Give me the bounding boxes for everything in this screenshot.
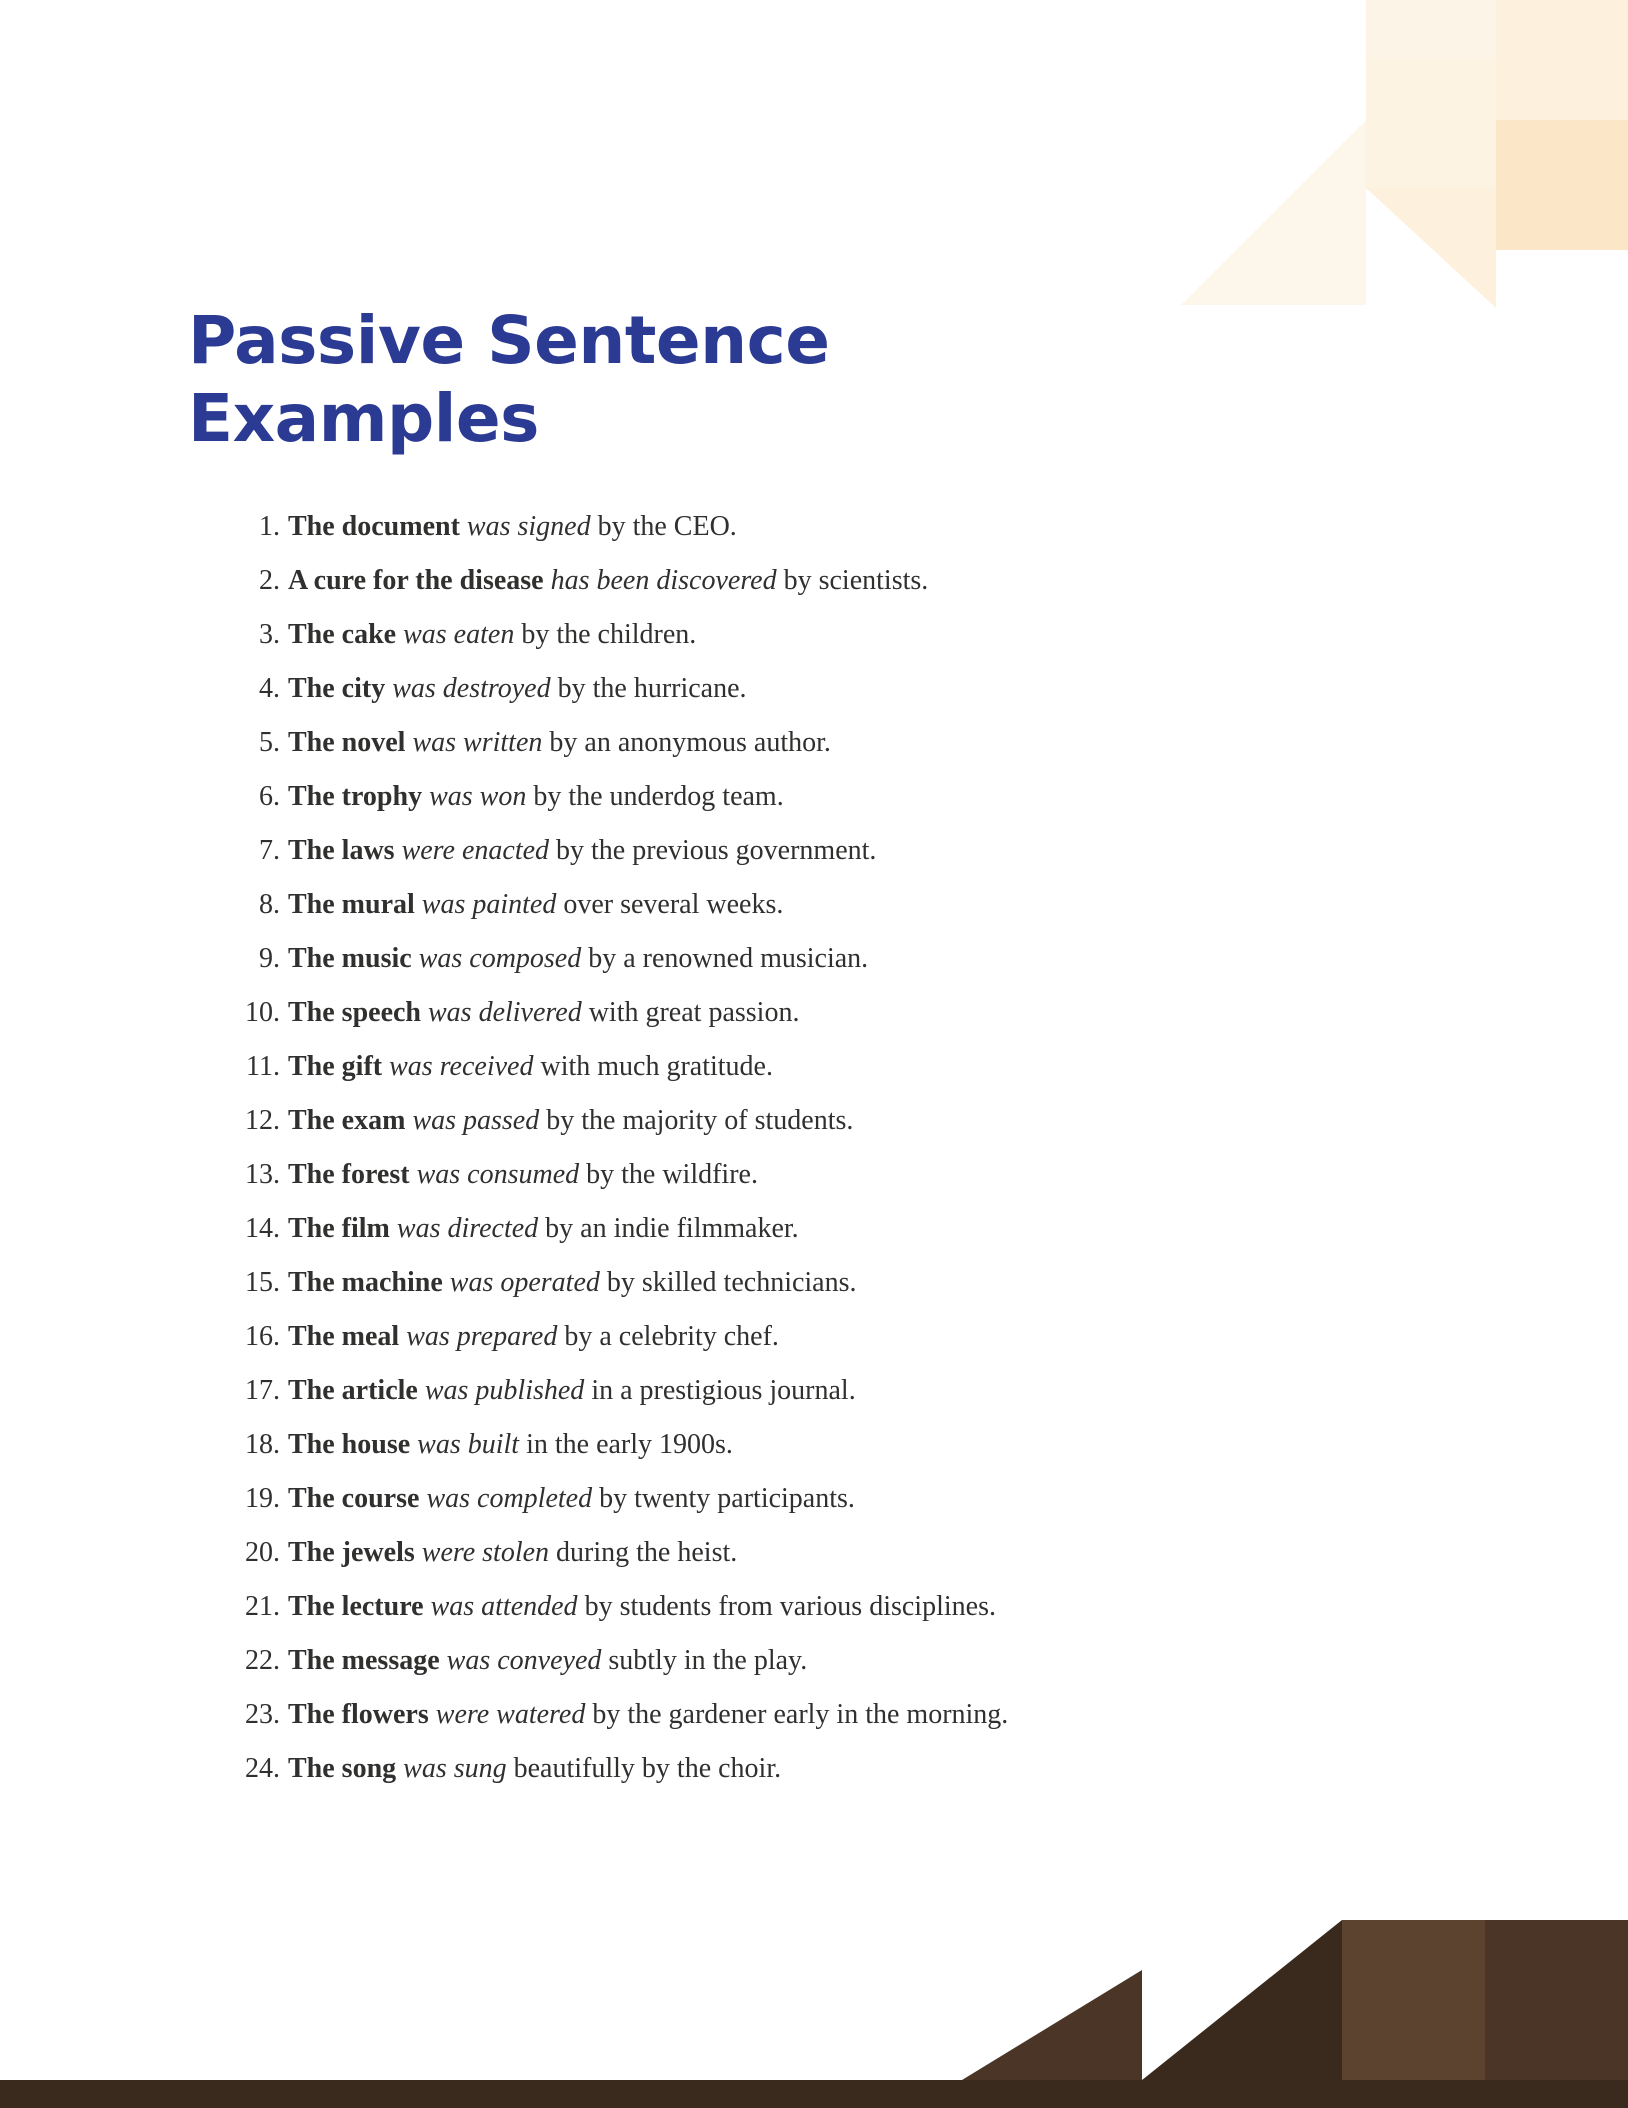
list-item bbox=[288, 1742, 1468, 1796]
sentence-verb: were enacted bbox=[401, 835, 550, 866]
sentence-remainder: in the early 1900s. bbox=[519, 1429, 733, 1460]
sentence-verb: was attended bbox=[430, 1591, 578, 1622]
sentence-verb: was prepared bbox=[406, 1321, 558, 1352]
list-item bbox=[288, 1148, 1468, 1202]
sentence-verb: was won bbox=[429, 781, 527, 812]
sentence-remainder: by a celebrity chef. bbox=[557, 1321, 779, 1352]
sentence-verb: was published bbox=[424, 1375, 585, 1406]
sentence-subject: The flowers bbox=[288, 1699, 429, 1730]
sentence-remainder: by the underdog team. bbox=[526, 781, 784, 812]
sentence-subject: The course bbox=[288, 1483, 420, 1514]
sentence-subject: The message bbox=[288, 1645, 440, 1676]
sentence-verb: was destroyed bbox=[392, 673, 551, 704]
decoration-bottom-bar bbox=[0, 2080, 1628, 2108]
list-item bbox=[288, 716, 1468, 770]
sentence-verb: was eaten bbox=[403, 619, 515, 650]
decoration-top-right-block-1 bbox=[1496, 0, 1628, 120]
sentence-verb: was built bbox=[417, 1429, 520, 1460]
list-item bbox=[288, 1418, 1468, 1472]
sentence-remainder: by the wildfire. bbox=[579, 1159, 758, 1190]
sentence-subject: The forest bbox=[288, 1159, 410, 1190]
sentence-remainder: by students from various disciplines. bbox=[577, 1591, 996, 1622]
list-item bbox=[288, 770, 1468, 824]
list-item bbox=[288, 986, 1468, 1040]
sentence-verb: was written bbox=[412, 727, 543, 758]
sentence-subject: The article bbox=[288, 1375, 418, 1406]
list-item bbox=[288, 1364, 1468, 1418]
decoration-bottom-right-wedge-1 bbox=[1142, 1920, 1342, 2080]
sentence-subject: A cure for the disease bbox=[288, 565, 544, 596]
sentence-verb: has been discovered bbox=[550, 565, 777, 596]
sentence-remainder: with great passion. bbox=[581, 997, 800, 1028]
sentence-remainder: over several weeks. bbox=[556, 889, 784, 920]
list-item bbox=[288, 1256, 1468, 1310]
list-item bbox=[288, 1634, 1468, 1688]
sentence-remainder: by an indie filmmaker. bbox=[538, 1213, 799, 1244]
list-item bbox=[288, 500, 1468, 554]
sentence-subject: The cake bbox=[288, 619, 397, 650]
list-item bbox=[288, 1310, 1468, 1364]
sentence-subject: The mural bbox=[288, 889, 415, 920]
list-item bbox=[288, 608, 1468, 662]
sentence-remainder: in a prestigious journal. bbox=[584, 1375, 856, 1406]
sentence-verb: was passed bbox=[412, 1105, 540, 1136]
decoration-top-right-diagonal bbox=[1181, 120, 1366, 305]
decoration-top-right-block-2 bbox=[1366, 0, 1496, 58]
sentence-remainder: by skilled technicians. bbox=[599, 1267, 857, 1298]
sentence-subject: The speech bbox=[288, 997, 421, 1028]
sentence-verb: was composed bbox=[418, 943, 582, 974]
decoration-top-right-diagonal-2 bbox=[1366, 188, 1496, 308]
sentence-verb: was received bbox=[389, 1051, 534, 1082]
sentence-remainder: with much gratitude. bbox=[533, 1051, 773, 1082]
sentence-remainder: beautifully by the choir. bbox=[506, 1753, 782, 1784]
decoration-bottom-right-wedge-2 bbox=[962, 1970, 1142, 2080]
list-item bbox=[288, 1094, 1468, 1148]
list-item bbox=[288, 932, 1468, 986]
sentence-verb: were stolen bbox=[421, 1537, 550, 1568]
sentence-remainder: during the heist. bbox=[549, 1537, 738, 1568]
sentence-verb: was operated bbox=[449, 1267, 600, 1298]
sentence-verb: was consumed bbox=[416, 1159, 580, 1190]
sentence-verb: was signed bbox=[466, 511, 591, 542]
list-item bbox=[288, 662, 1468, 716]
sentence-verb: was delivered bbox=[428, 997, 582, 1028]
sentence-remainder: by a renowned musician. bbox=[581, 943, 869, 974]
sentence-subject: The novel bbox=[288, 727, 406, 758]
sentence-subject: The laws bbox=[288, 835, 395, 866]
sentence-remainder: by twenty participants. bbox=[592, 1483, 855, 1514]
list-item bbox=[288, 1472, 1468, 1526]
sentence-remainder: by an anonymous author. bbox=[542, 727, 831, 758]
list-item bbox=[288, 1526, 1468, 1580]
sentence-subject: The meal bbox=[288, 1321, 400, 1352]
sentence-subject: The music bbox=[288, 943, 412, 974]
sentence-remainder: by the children. bbox=[514, 619, 697, 650]
sentence-verb: were watered bbox=[435, 1699, 586, 1730]
sentence-remainder: by scientists. bbox=[776, 565, 929, 596]
decoration-top-right-block-4 bbox=[1366, 58, 1496, 188]
list-item bbox=[288, 554, 1468, 608]
passive-sentence-list bbox=[222, 500, 1468, 1796]
sentence-verb: was sung bbox=[403, 1753, 507, 1784]
sentence-verb: was completed bbox=[426, 1483, 593, 1514]
decoration-bottom-right-block-2 bbox=[1342, 1920, 1485, 2080]
decoration-top-right-block-3 bbox=[1496, 120, 1628, 250]
sentence-subject: The exam bbox=[288, 1105, 406, 1136]
sentence-remainder: by the gardener early in the morning. bbox=[585, 1699, 1009, 1730]
decoration-bottom-right-block-1 bbox=[1485, 1920, 1628, 2080]
list-item bbox=[288, 1040, 1468, 1094]
list-item bbox=[288, 878, 1468, 932]
list-item bbox=[288, 824, 1468, 878]
sentence-subject: The document bbox=[288, 511, 460, 542]
list-item bbox=[288, 1202, 1468, 1256]
sentence-subject: The lecture bbox=[288, 1591, 424, 1622]
sentence-subject: The city bbox=[288, 673, 386, 704]
sentence-verb: was directed bbox=[396, 1213, 539, 1244]
sentence-verb: was conveyed bbox=[446, 1645, 602, 1676]
sentence-subject: The house bbox=[288, 1429, 411, 1460]
list-item bbox=[288, 1580, 1468, 1634]
sentence-subject: The jewels bbox=[288, 1537, 415, 1568]
sentence-subject: The song bbox=[288, 1753, 397, 1784]
sentence-remainder: by the majority of students. bbox=[539, 1105, 854, 1136]
sentence-subject: The trophy bbox=[288, 781, 423, 812]
sentence-subject: The machine bbox=[288, 1267, 443, 1298]
sentence-remainder: by the CEO. bbox=[590, 511, 737, 542]
list-item bbox=[288, 1688, 1468, 1742]
page-title: Passive Sentence Examples bbox=[188, 302, 830, 458]
sentence-remainder: by the previous government. bbox=[549, 835, 877, 866]
sentence-verb: was painted bbox=[421, 889, 557, 920]
sentence-subject: The gift bbox=[288, 1051, 383, 1082]
sentence-remainder: by the hurricane. bbox=[550, 673, 747, 704]
sentence-subject: The film bbox=[288, 1213, 390, 1244]
sentence-remainder: subtly in the play. bbox=[601, 1645, 808, 1676]
